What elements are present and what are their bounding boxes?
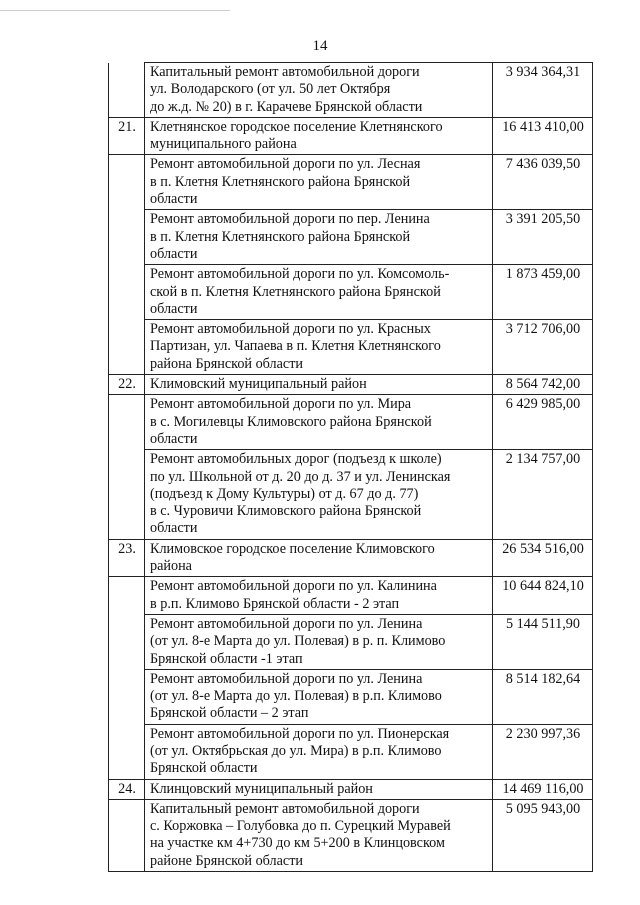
row-amount: 3 934 364,31 [493,63,593,118]
row-description [145,155,493,210]
row-description [145,724,493,779]
row-description [145,265,493,320]
row-amount: 5 144 511,90 [493,614,593,669]
item-row [109,395,593,450]
row-number: 23. [109,539,145,577]
item-row [109,155,593,210]
description-line: Ремонт автомобильной дороги по ул. Калинина [150,578,437,595]
description-line: области [150,300,198,317]
description-line: на участке км 4+730 до км 5+200 в Клинцовском [150,835,445,852]
row-number: 24. [109,779,145,799]
item-row [109,265,593,320]
row-number [109,265,145,320]
row-number: 22. [109,375,145,395]
description-line: по ул. Школьной от д. 20 до д. 37 и ул. Ленинская [150,468,451,485]
description-line: района Брянской области [150,355,303,372]
item-row [109,614,593,669]
row-amount: 10 644 824,10 [493,577,593,615]
section-row [109,539,593,577]
row-amount: 6 429 985,00 [493,395,593,450]
description-line: с. Коржовка – Голубовка до п. Сурецкий Муравей [150,818,451,835]
description-line: Брянской области [150,760,258,777]
description-line: Партизан, ул. Чапаева в п. Клетня Клетнянского [150,338,441,355]
row-description [145,117,493,155]
item-row [109,63,593,118]
description-line: в с. Могилевцы Климовского района Брянской [150,413,432,430]
description-line: (от ул. 8-е Марта до ул. Полевая) в р.п. Климово [150,688,442,705]
item-row [109,724,593,779]
budget-table [108,62,593,872]
row-description [145,577,493,615]
row-number [109,799,145,871]
row-description [145,450,493,539]
section-row [109,117,593,155]
row-number [109,724,145,779]
row-number: 21. [109,117,145,155]
description-line: области [150,520,198,537]
description-line: Ремонт автомобильной дороги по ул. Мира [150,396,412,413]
description-line: в п. Клетня Клетнянского района Брянской [150,228,411,245]
item-row [109,210,593,265]
row-amount: 2 230 997,36 [493,724,593,779]
row-number [109,395,145,450]
item-row [109,450,593,539]
section-row [109,779,593,799]
row-description [145,799,493,871]
row-number [109,669,145,724]
description-line: области [150,430,198,447]
description-line: Брянской области – 2 этап [150,705,309,722]
row-amount: 8 514 182,64 [493,669,593,724]
row-number [109,63,145,118]
item-row [109,320,593,375]
description-line: области [150,245,198,262]
row-amount: 14 469 116,00 [493,779,593,799]
row-description [145,210,493,265]
description-line: Ремонт автомобильной дороги по ул. Ленина [150,670,423,687]
row-description [145,669,493,724]
description-line: Ремонт автомобильной дороги по ул. Красных [150,321,431,338]
row-amount: 3 391 205,50 [493,210,593,265]
description-line: районе Брянской области [150,852,303,869]
description-line: (от ул. Октябрьская до ул. Мира) в р.п. Климово [150,742,442,759]
row-number [109,450,145,539]
description-line: в п. Клетня Клетнянского района Брянской [150,173,411,190]
row-description [145,779,493,799]
description-line: Климовский муниципальный район [150,376,367,393]
row-amount: 2 134 757,00 [493,450,593,539]
row-amount: 7 436 039,50 [493,155,593,210]
section-row [109,375,593,395]
description-line: в с. Чуровичи Климовского района Брянской [150,503,422,520]
description-line: в р.п. Климово Брянской области - 2 этап [150,595,400,612]
row-number [109,210,145,265]
row-number [109,320,145,375]
row-amount: 16 413 410,00 [493,117,593,155]
description-line: до ж.д. № 20) в г. Карачеве Брянской области [150,98,423,115]
description-line: Брянской области -1 этап [150,650,303,667]
row-description [145,375,493,395]
description-line: Капитальный ремонт автомобильной дороги [150,800,420,817]
row-description [145,539,493,577]
description-line: Ремонт автомобильной дороги по ул. Ленина [150,615,423,632]
description-line: области [150,191,198,208]
item-row [109,577,593,615]
row-amount: 26 534 516,00 [493,539,593,577]
description-line: Капитальный ремонт автомобильной дороги [150,64,420,80]
description-line: Клетнянское городское поселение Клетнянского [150,118,443,135]
description-line: (от ул. 8-е Марта до ул. Полевая) в р. п. Климово [150,633,446,650]
description-line: Ремонт автомобильной дороги по пер. Ленина [150,211,430,228]
row-description [145,320,493,375]
description-line: Ремонт автомобильных дорог (подъезд к школе) [150,451,442,468]
description-line: муниципального района [150,136,297,153]
item-row [109,669,593,724]
item-row [109,799,593,871]
description-line: Клинцовский муниципальный район [150,780,373,797]
description-line: Ремонт автомобильной дороги по ул. Комсомоль- [150,266,450,283]
description-line: ской в п. Клетня Клетнянского района Брянской [150,283,441,300]
row-amount: 5 095 943,00 [493,799,593,871]
description-line: ул. Володарского (от ул. 50 лет Октября [150,81,391,98]
row-amount: 8 564 742,00 [493,375,593,395]
budget-table-body [109,63,593,872]
row-number [109,155,145,210]
row-description [145,63,493,118]
description-line: (подъезд к Дому Культуры) от д. 67 до д. 77) [150,485,419,502]
row-amount: 1 873 459,00 [493,265,593,320]
row-description [145,614,493,669]
row-amount: 3 712 706,00 [493,320,593,375]
description-line: Ремонт автомобильной дороги по ул. Пионерская [150,725,450,742]
row-description [145,395,493,450]
scan-edge-line [0,10,230,11]
row-number [109,614,145,669]
description-line: Ремонт автомобильной дороги по ул. Лесная [150,156,421,173]
description-line: Климовское городское поселение Климовского [150,540,435,557]
row-number [109,577,145,615]
page-number: 14 [312,38,328,54]
description-line: района [150,558,192,575]
